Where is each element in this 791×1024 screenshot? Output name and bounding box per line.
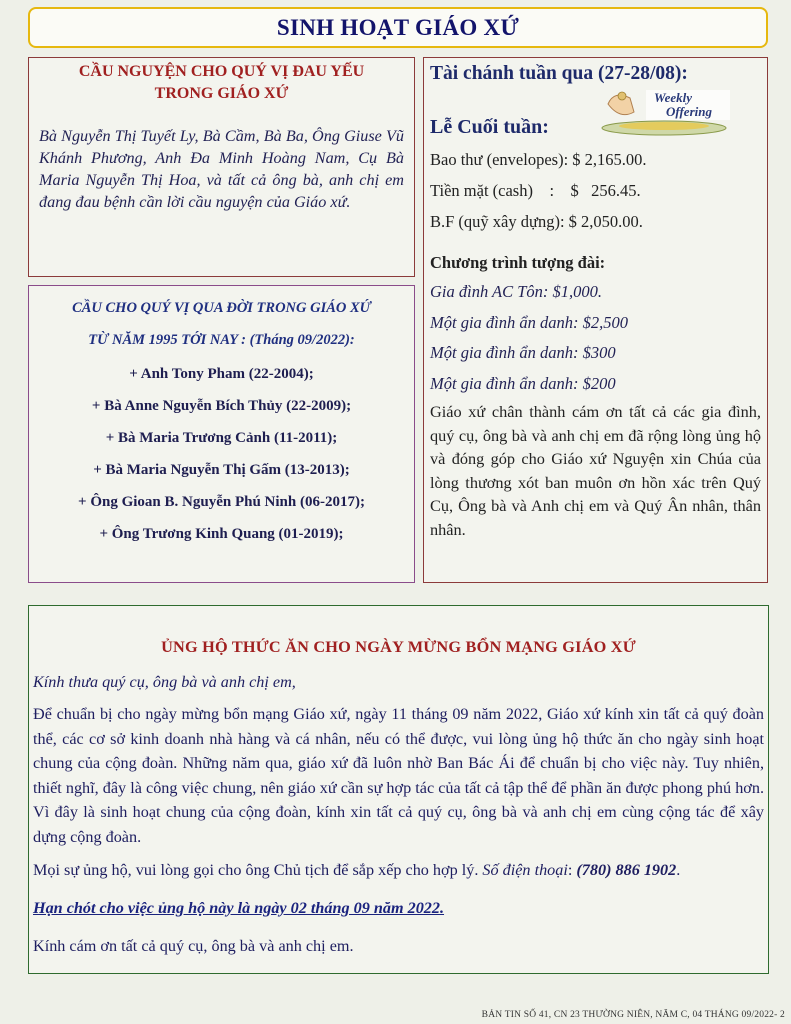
food-closing: Kính cám ơn tất cả quý cụ, ông bà và anh chị em. (33, 937, 354, 955)
weekend-label: Lễ Cuối tuần: (430, 116, 549, 138)
donation-item: Một gia đình ẩn danh: $200 (430, 373, 616, 393)
finance-row (430, 144, 761, 175)
page-title: SINH HOẠT GIÁO XỨ (28, 7, 768, 48)
finance-thanks: Giáo xứ chân thành cám ơn tất cả các gia đình, quý cụ, ông bà và anh chị em đã rộng lòng ủng hộ và đóng góp cho Giáo xứ Nguyện xin Chúa của lòng thương xót ban muôn ơn hồn xác trên Quý Cụ, Ông bà và Anh chị em và Quý Ân nhân, thân nhân. (430, 402, 761, 539)
page-footer: BẢN TIN SỐ 41, CN 23 THƯỜNG NIÊN, NĂM C, 04 THÁNG 09/2022- 2 (481, 1010, 785, 1020)
phone-end: . (676, 861, 681, 879)
prayer-sick-title (29, 61, 414, 105)
contact-text: Mọi sự ủng hộ, vui lòng gọi cho ông Chủ tịch để sắp xếp cho hợp lý. (33, 861, 483, 879)
finance-row-amount: $ 2,165.00. (568, 150, 647, 169)
donation-item: Gia đình AC Tôn: $1,000. (430, 282, 603, 301)
phone-colon: : (567, 861, 577, 879)
offering-text-2: Offering (666, 104, 712, 119)
finance-row-amount: $ 2,050.00. (564, 212, 643, 231)
deceased-item: + Anh Tony Pham (22-2004); (129, 366, 314, 382)
deceased-item: + Bà Maria Nguyễn Thị Gấm (13-2013); (93, 462, 350, 478)
food-support-title: ỦNG HỘ THỨC ĂN CHO NGÀY MỪNG BỔN MẠNG GIÁO XỨ (161, 637, 636, 656)
finance-row (430, 206, 761, 237)
finance-section (423, 57, 768, 583)
deceased-list (29, 358, 414, 550)
deceased-item: + Bà Maria Trương Cảnh (11-2011); (105, 430, 338, 446)
finance-row-label: Bao thư (envelopes): (430, 150, 569, 169)
finance-title: Tài chánh tuần qua (27-28/08): (430, 63, 688, 84)
prayer-deceased-section (28, 285, 415, 583)
prayer-sick-section (28, 57, 415, 277)
donation-item: Một gia đình ẩn danh: $2,500 (430, 312, 628, 332)
food-deadline (33, 897, 764, 919)
prayer-sick-body: Bà Nguyễn Thị Tuyết Ly, Bà Cầm, Bà Ba, Ông Giuse Vũ Khánh Phương, Anh Đa Minh Hoàng Nam, Cụ Bà Maria Nguyễn Thị Hoa, và tất cả ông bà, anh chị em đang đau bệnh cần lời cầu nguyện của Giáo xứ. (39, 127, 404, 211)
phone-label: Số điện thoại (482, 861, 568, 879)
deceased-item: + Ông Gioan B. Nguyễn Phú Ninh (06-2017); (78, 494, 365, 510)
deceased-item: + Ông Trương Kinh Quang (01-2019); (99, 526, 344, 542)
food-greeting: Kính thưa quý cụ, ông bà và anh chị em, (33, 673, 296, 691)
prayer-deceased-title-line1: CẦU CHO QUÝ VỊ QUA ĐỜI TRONG GIÁO XỨ (72, 300, 371, 316)
weekly-offering-image (594, 88, 734, 136)
monument-title: Chương trình tượng đài: (430, 253, 606, 272)
deadline-text: Hạn chót cho việc ủng hộ này là ngày 02 tháng 09 năm 2022 (33, 899, 440, 917)
deadline-end: . (439, 899, 445, 917)
finance-row-label: Tiền mặt (cash) : (430, 181, 555, 200)
finance-row (430, 175, 761, 206)
donation-item: Một gia đình ẩn danh: $300 (430, 343, 616, 362)
food-paragraph: Để chuẩn bị cho ngày mừng bổn mạng Giáo xứ, ngày 11 tháng 09 năm 2022, Giáo xứ kính xin tất cả quý đoàn thể, các cơ sở kinh doanh nhà hàng và cá nhân, nếu có thể được, vui lòng ủng hộ thức ăn cho ngày sinh hoạt chung của cộng đoàn. Những năm qua, giáo xứ đã luôn nhờ Ban Bác Ái để chuẩn bị cho việc này. Tuy nhiên, thiết nghĩ, đây là công việc chung, nên giáo xứ cần sự hợp tác của tất cả tập thể để phần ăn được phong phú hơn. Vì đây là sinh hoạt chung của cộng đoàn, kính xin tất cả quý cụ, ông bà và anh chị em cùng cộng tác để xây dựng cộng đoàn. (33, 705, 764, 846)
phone-number: (780) 886 1902 (576, 861, 677, 879)
offering-text-1: Weekly (654, 90, 693, 105)
finance-row-amount: $ 256.45. (554, 181, 641, 200)
prayer-deceased-title (29, 292, 414, 356)
prayer-deceased-title-line2: TỪ NĂM 1995 TỚI NAY : (Tháng 09/2022): (88, 332, 355, 348)
prayer-sick-title-line1: CẦU NGUYỆN CHO QUÝ VỊ ĐAU YẾU (78, 63, 365, 80)
food-support-section (28, 605, 769, 974)
finance-row-label: B.F (quỹ xây dựng): (430, 212, 565, 231)
deceased-item: + Bà Anne Nguyễn Bích Thủy (22-2009); (91, 398, 352, 414)
prayer-sick-title-line2: TRONG GIÁO XỨ (154, 85, 289, 102)
food-contact (33, 859, 764, 881)
